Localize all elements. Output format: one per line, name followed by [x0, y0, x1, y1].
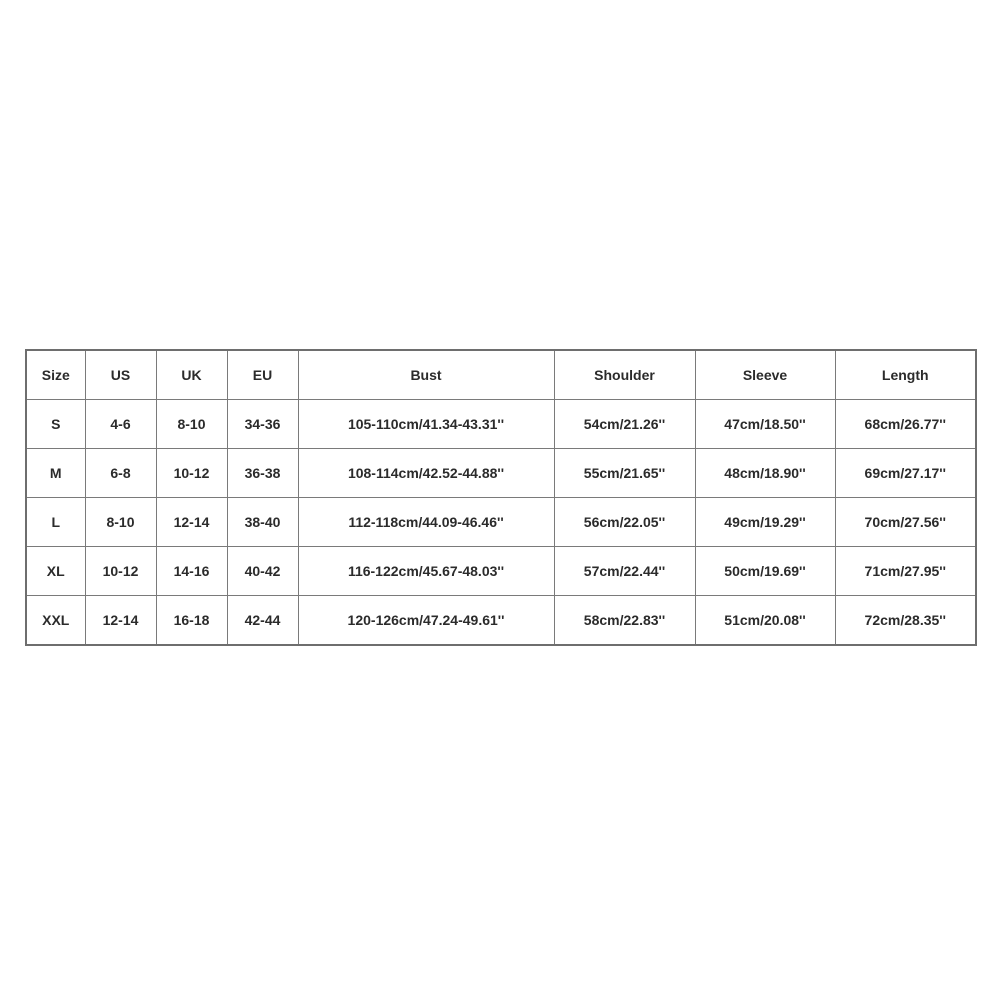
- cell-us: 6-8: [85, 449, 156, 498]
- table-row: [26, 498, 976, 547]
- table-row: [26, 400, 976, 449]
- table-row: [26, 449, 976, 498]
- cell-size: XXL: [26, 596, 85, 646]
- cell-length: 70cm/27.56'': [835, 498, 976, 547]
- cell-size: M: [26, 449, 85, 498]
- cell-us: 8-10: [85, 498, 156, 547]
- cell-length: 71cm/27.95'': [835, 547, 976, 596]
- header-uk: UK: [156, 350, 227, 400]
- header-eu: EU: [227, 350, 298, 400]
- cell-sleeve: 50cm/19.69'': [695, 547, 835, 596]
- cell-size: L: [26, 498, 85, 547]
- cell-uk: 12-14: [156, 498, 227, 547]
- header-size: Size: [26, 350, 85, 400]
- cell-bust: 120-126cm/47.24-49.61'': [298, 596, 554, 646]
- cell-eu: 40-42: [227, 547, 298, 596]
- cell-eu: 42-44: [227, 596, 298, 646]
- header-length: Length: [835, 350, 976, 400]
- table-row: [26, 596, 976, 646]
- cell-eu: 36-38: [227, 449, 298, 498]
- cell-length: 69cm/27.17'': [835, 449, 976, 498]
- header-row: [26, 350, 976, 400]
- cell-sleeve: 48cm/18.90'': [695, 449, 835, 498]
- cell-us: 12-14: [85, 596, 156, 646]
- cell-sleeve: 49cm/19.29'': [695, 498, 835, 547]
- cell-shoulder: 57cm/22.44'': [554, 547, 695, 596]
- cell-bust: 112-118cm/44.09-46.46'': [298, 498, 554, 547]
- cell-bust: 116-122cm/45.67-48.03'': [298, 547, 554, 596]
- cell-size: XL: [26, 547, 85, 596]
- cell-uk: 14-16: [156, 547, 227, 596]
- table-row: [26, 547, 976, 596]
- cell-uk: 8-10: [156, 400, 227, 449]
- cell-sleeve: 51cm/20.08'': [695, 596, 835, 646]
- cell-shoulder: 54cm/21.26'': [554, 400, 695, 449]
- cell-shoulder: 58cm/22.83'': [554, 596, 695, 646]
- cell-size: S: [26, 400, 85, 449]
- cell-eu: 34-36: [227, 400, 298, 449]
- cell-uk: 10-12: [156, 449, 227, 498]
- header-shoulder: Shoulder: [554, 350, 695, 400]
- header-us: US: [85, 350, 156, 400]
- cell-length: 68cm/26.77'': [835, 400, 976, 449]
- cell-length: 72cm/28.35'': [835, 596, 976, 646]
- cell-bust: 105-110cm/41.34-43.31'': [298, 400, 554, 449]
- size-chart-table: [25, 349, 977, 646]
- header-sleeve: Sleeve: [695, 350, 835, 400]
- cell-shoulder: 55cm/21.65'': [554, 449, 695, 498]
- cell-us: 10-12: [85, 547, 156, 596]
- cell-us: 4-6: [85, 400, 156, 449]
- cell-sleeve: 47cm/18.50'': [695, 400, 835, 449]
- cell-bust: 108-114cm/42.52-44.88'': [298, 449, 554, 498]
- header-bust: Bust: [298, 350, 554, 400]
- cell-uk: 16-18: [156, 596, 227, 646]
- cell-shoulder: 56cm/22.05'': [554, 498, 695, 547]
- cell-eu: 38-40: [227, 498, 298, 547]
